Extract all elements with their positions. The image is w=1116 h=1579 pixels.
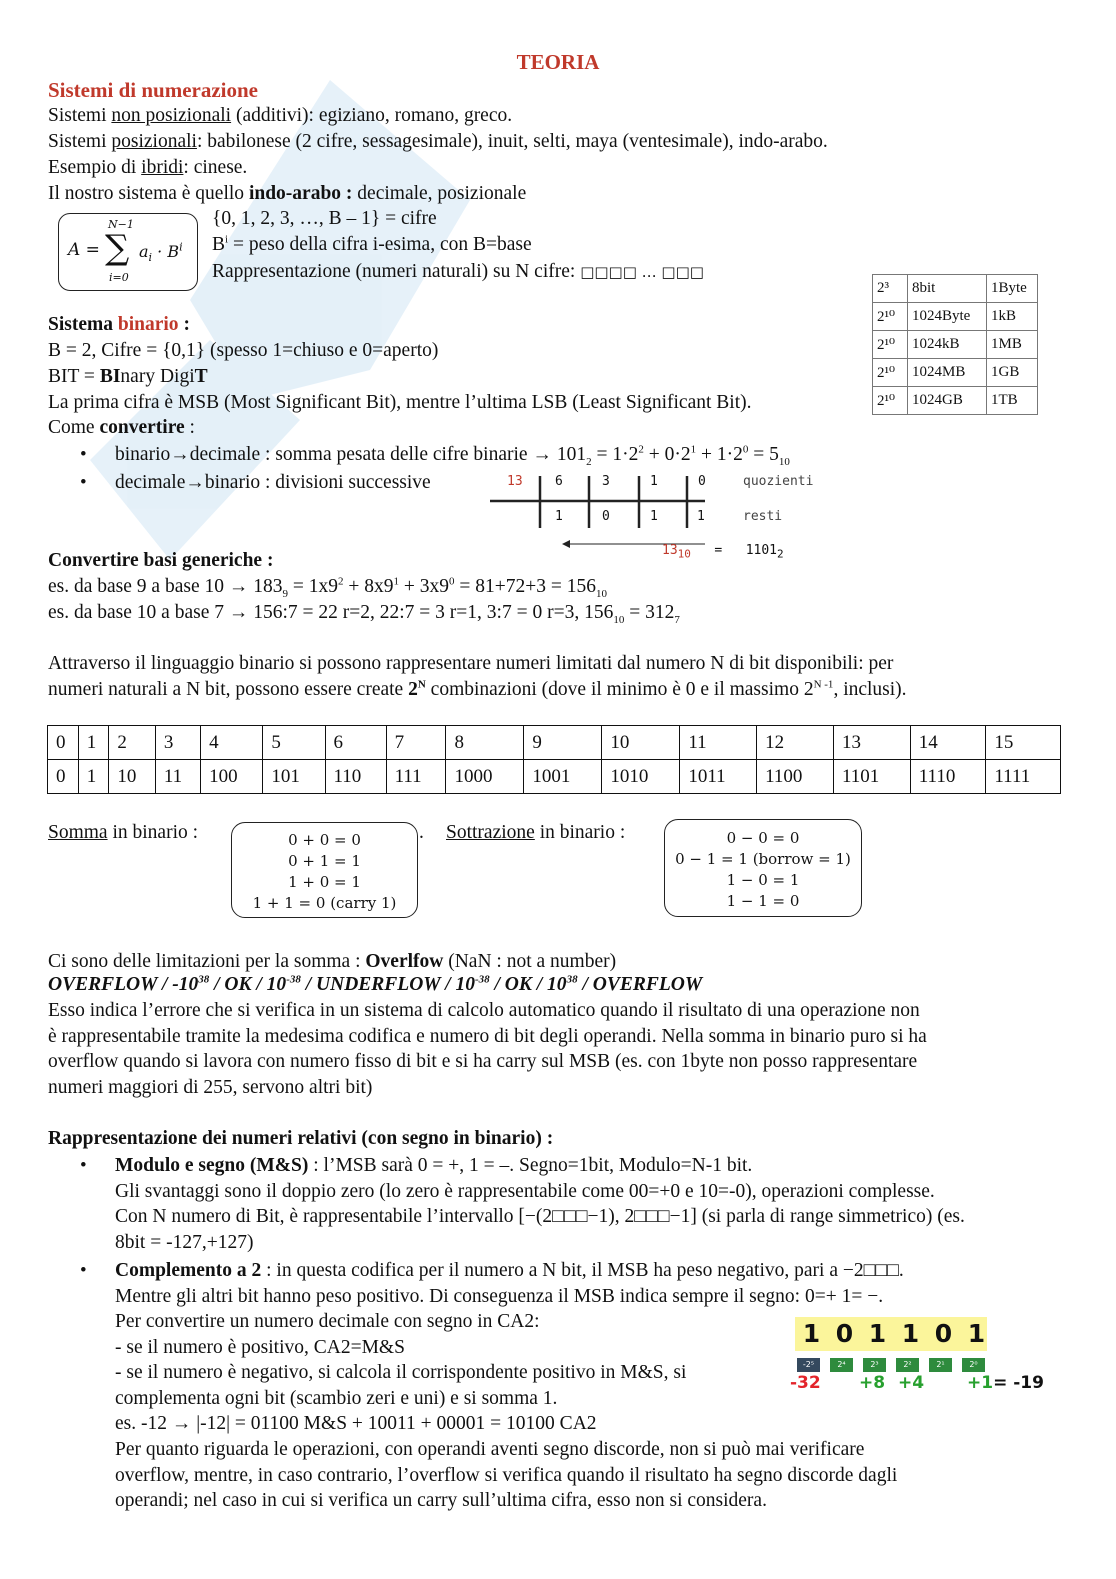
binary-cell: 1101 xyxy=(833,760,910,794)
table-row xyxy=(873,387,1038,415)
ms-line-3: Con N numero di Bit, è rappresentabile l’intervallo [−(2□□□−1), 2□□□−1] (si parla di range simmetrico) (es. xyxy=(115,1206,965,1227)
table-cell: 2¹⁰ xyxy=(873,303,908,331)
label-sottrazione: Sottrazione in binario : xyxy=(446,822,626,843)
bullet-dot: • xyxy=(80,1260,87,1281)
line-indo-arabo: Il nostro sistema è quello indo-arabo : decimale, posizionale xyxy=(48,183,527,204)
decimal-cell: 14 xyxy=(910,726,986,760)
table-cell: 1024kB xyxy=(908,331,987,359)
decimal-cell: 7 xyxy=(386,726,446,760)
decimal-cell: 1 xyxy=(78,726,109,760)
sigma-symbol: ∑ xyxy=(105,228,130,268)
table-row xyxy=(873,331,1038,359)
binary-cell: 101 xyxy=(263,760,325,794)
line-peso: $B^i$ = peso della cifra i-esima, con B=base xyxy=(212,233,532,255)
ms-line-4: 8bit = -127,+127) xyxy=(115,1232,254,1253)
table-cell: 2³ xyxy=(873,275,908,303)
ca2-line-3: Per convertire un numero decimale con segno in CA2: xyxy=(115,1311,540,1332)
bullet-binario-decimale: binario→decimale : somma pesata delle cifre binarie → $101_2 = 1\cdot 2^2 + 0\cdot 2^1 + 1\cdot 2^0 = 5_{10}$ xyxy=(115,443,790,468)
ca2-digit: 0 xyxy=(934,1319,953,1348)
table-row xyxy=(873,303,1038,331)
table-cell: 2¹⁰ xyxy=(873,359,908,387)
remainder: 1 xyxy=(650,509,658,524)
example-base9: es. da base 9 a base $10 \to 183_9 = 1x9^2 + 8x9^1 + 3x9^0 = 81+72+3 = 156_{10}$ xyxy=(48,575,607,600)
ms-line-1: Modulo e segno (M&S) : l’MSB sarà 0 = +, 1 = –. Segno=1bit, Modulo=N-1 bit. xyxy=(115,1155,753,1176)
paragraph-overflow-4: numeri maggiori di 255, servono altri bit) xyxy=(48,1077,373,1098)
paragraph-limits-1: Attraverso il linguaggio binario si possono rappresentare numeri limitati dal numero N di bit disponibili: per xyxy=(48,653,894,674)
sub-rule: 0 − 1 = 1 (borrow = 1) xyxy=(675,850,851,868)
binary-cell: 0 xyxy=(48,760,79,794)
page-title: TEORIA xyxy=(516,50,600,74)
table-row xyxy=(873,275,1038,303)
quozienti-label: quozienti xyxy=(743,474,814,489)
formula-box xyxy=(58,213,198,291)
ms-line-2: Gli svantaggi sono il doppio zero (lo zero è rappresentabile come 00=+0 e 10=-0), operazioni complesse. xyxy=(115,1181,935,1202)
paragraph-overflow-3: overflow quando si lavora con numero fisso di bit e si ha carry sul MSB (es. con 1byte non posso rappresentare xyxy=(48,1051,918,1072)
ca2-weight-tile: 2¹ xyxy=(929,1358,952,1372)
sum-rules-box xyxy=(231,822,418,918)
formula-term: $a_i \cdot B^i$ xyxy=(139,240,183,265)
quotient: 1 xyxy=(650,474,658,489)
table-cell: 1024GB xyxy=(908,387,987,415)
binary-cell: 1010 xyxy=(602,760,680,794)
decimal-cell: 15 xyxy=(986,726,1061,760)
binary-cell: 1000 xyxy=(446,760,524,794)
line-posizionali: Sistemi posizionali: babilonese (2 cifre, sessagesimale), inuit, selti, maya (ventesimale), indo-arabo. xyxy=(48,131,828,152)
ca2-digit: 1 xyxy=(901,1319,920,1348)
binary-cell: 1110 xyxy=(910,760,986,794)
remainder: 1 xyxy=(697,509,705,524)
decimal-cell: 4 xyxy=(201,726,263,760)
ca2-line-8: Per quanto riguarda le operazioni, con operandi aventi segno discorde, non si può mai verificare xyxy=(115,1439,865,1460)
table-cell: 2¹⁰ xyxy=(873,331,908,359)
section-heading-relativi: Rappresentazione dei numeri relativi (con segno in binario) : xyxy=(48,1128,554,1149)
paragraph-overflow-1: Esso indica l’errore che si verifica in un sistema di calcolo automatico quando il risultato di una operazione non xyxy=(48,1000,920,1021)
decimal-cell: 2 xyxy=(109,726,155,760)
quotient: 0 xyxy=(698,474,706,489)
decimal-cell: 8 xyxy=(446,726,524,760)
label-somma: Somma in binario : xyxy=(48,822,199,843)
table-row-binary xyxy=(48,760,1061,794)
remainder: 1 xyxy=(555,509,563,524)
quotient: 3 xyxy=(602,474,610,489)
ca2-line-10: operandi; nel caso in cui si verifica un carry sull’ultima cifra, esso non si considera. xyxy=(115,1490,767,1511)
binary-cell: 1 xyxy=(78,760,109,794)
decimal-cell: 5 xyxy=(263,726,325,760)
ca2-value-8: +8 xyxy=(859,1373,886,1393)
line-bit: BIT = BInary DigiT xyxy=(48,366,208,387)
binary-cell: 1111 xyxy=(986,760,1061,794)
table-cell: 1kB xyxy=(987,303,1038,331)
decimal-cell: 3 xyxy=(155,726,200,760)
binary-cell: 111 xyxy=(386,760,446,794)
line-overflow-ranges: OVERFLOW / $-10^{38}$ / OK / $10^{-38}$ / UNDERFLOW / $10^{-38}$ / OK / $10^{38}$ / OVERFLOW xyxy=(48,973,703,995)
decimal-cell: 11 xyxy=(680,726,757,760)
line-msb-lsb: La prima cifra è MSB (Most Significant Bit), mentre l’ultima LSB (Least Significant Bit). xyxy=(48,392,752,413)
bullet-dot: • xyxy=(80,444,87,465)
paragraph-limits-2: numeri naturali a N bit, possono essere create $2^N$ combinazioni (dove il minimo è 0 e il massimo $2^{N -1}$, inclusi). xyxy=(48,678,907,700)
table-cell: 1MB xyxy=(987,331,1038,359)
sum-rule: 0 + 0 = 0 xyxy=(288,831,361,849)
table-cell: 8bit xyxy=(908,275,987,303)
quotient: 6 xyxy=(555,474,563,489)
ca2-digit: 0 xyxy=(835,1319,854,1348)
binary-cell: 1011 xyxy=(680,760,757,794)
formula-lhs: A = xyxy=(68,240,100,260)
bullet-decimale-binario: decimale→binario : divisioni successive xyxy=(115,472,431,493)
binary-cell: 110 xyxy=(325,760,386,794)
formula-lower-limit: i=0 xyxy=(109,271,129,284)
ca2-line-6: complementa ogni bit (scambio zeri e uni) e si somma 1. xyxy=(115,1388,558,1409)
ca2-line-1: Complemento a 2 : in questa codifica per il numero a N bit, il MSB ha peso negativo, pari a −2□□□. xyxy=(115,1260,904,1281)
table-cell: 2¹⁰ xyxy=(873,387,908,415)
sub-rule: 1 − 1 = 0 xyxy=(726,892,800,910)
table-row-decimal xyxy=(48,726,1061,760)
decimal-cell: 10 xyxy=(602,726,680,760)
line-ibridi: Esempio di ibridi: cinese. xyxy=(48,157,248,178)
sum-rule: 1 + 1 = 0 (carry 1) xyxy=(252,894,397,912)
table-cell: 1TB xyxy=(987,387,1038,415)
units-table xyxy=(872,274,1038,415)
table-cell: 1Byte xyxy=(987,275,1038,303)
section-heading-basi: Convertire basi generiche : xyxy=(48,550,274,571)
ca2-digit: 1 xyxy=(967,1319,986,1348)
table-row xyxy=(873,359,1038,387)
binary-cell: 11 xyxy=(155,760,200,794)
binary-cell: 1100 xyxy=(757,760,834,794)
decimal-cell: 6 xyxy=(325,726,386,760)
ca2-weight-tile: 2⁰ xyxy=(962,1358,985,1372)
binary-cell: 100 xyxy=(201,760,263,794)
ca2-weight-tile: 2³ xyxy=(863,1358,886,1372)
ca2-digit: 1 xyxy=(802,1319,821,1348)
ca2-weight-tile: -2⁵ xyxy=(797,1358,820,1372)
line-overflow-intro: Ci sono delle limitazioni per la somma : Overlfow (NaN : not a number) xyxy=(48,951,617,972)
section-heading-binario: Sistema binario : xyxy=(48,314,190,335)
resti-label: resti xyxy=(743,509,783,524)
ca2-weight-tile: 2⁴ xyxy=(830,1358,853,1372)
bullet-dot: • xyxy=(80,1155,87,1176)
section-heading-numerazione: Sistemi di numerazione xyxy=(48,78,258,102)
decimal-cell: 9 xyxy=(524,726,602,760)
decimal-cell: 12 xyxy=(757,726,834,760)
division-remainders xyxy=(555,509,783,524)
example-base7: es. da base 10 a base 7 → 156:7 = 22 r=2, 22:7 = 3 r=1, 3:7 = 0 r=3, $156_{10} = 312_7$ xyxy=(48,602,680,626)
ca2-line-5: - se il numero è negativo, si calcola il corrispondente positivo in M&S, si xyxy=(115,1362,687,1383)
ca2-example-weights xyxy=(792,1354,990,1372)
sum-rule: 1 + 0 = 1 xyxy=(288,873,361,891)
ca2-value-4: +4 xyxy=(898,1373,925,1393)
ca2-example-digits xyxy=(795,1317,987,1351)
line-non-posizionali: Sistemi non posizionali (additivi): egiziano, romano, greco. xyxy=(48,105,513,126)
ca2-value-1-result: +1= -19 xyxy=(967,1373,1044,1393)
remainder: 0 xyxy=(602,509,610,524)
sub-rule: 1 − 0 = 1 xyxy=(726,871,800,889)
line-base-cifre: B = 2, Cifre = {0,1} (spesso 1=chiuso e 0=aperto) xyxy=(48,340,439,361)
formula-upper-limit: N−1 xyxy=(108,218,134,231)
decimal-binary-table xyxy=(47,725,1061,794)
ca2-line-7: es. -12 → |-12| = 01100 M&S + 10011 + 00001 = 10100 CA2 xyxy=(115,1413,597,1434)
ca2-line-2: Mentre gli altri bit hanno peso positivo. Di conseguenza il MSB indica sempre il segno: 0=+ 1= −. xyxy=(115,1286,884,1307)
ca2-line-4: - se il numero è positivo, CA2=M&S xyxy=(115,1337,405,1358)
sum-rule: 0 + 1 = 1 xyxy=(288,852,361,870)
decimal-cell: 13 xyxy=(833,726,910,760)
ca2-weight-tile: 2² xyxy=(896,1358,919,1372)
division-quotients xyxy=(507,474,814,489)
division-result: $13_{10}$ = $1101_2$ xyxy=(662,543,784,561)
line-cifre: {0, 1, 2, 3, …, B – 1} = cifre xyxy=(212,208,437,229)
quotient: 13 xyxy=(507,474,523,489)
decimal-cell: 0 xyxy=(48,726,79,760)
binary-cell: 10 xyxy=(109,760,155,794)
sub-rules-box xyxy=(664,819,862,917)
period: . xyxy=(419,822,424,843)
paragraph-overflow-2: è rappresentabile tramite la medesima codifica e numero di bit degli operandi. Nella somma in binario puro si ha xyxy=(48,1026,927,1047)
table-cell: 1024MB xyxy=(908,359,987,387)
line-rappresentazione: Rappresentazione (numeri naturali) su N cifre: □□□□ … □□□ xyxy=(212,261,704,282)
ca2-digit: 1 xyxy=(868,1319,887,1348)
bullet-dot: • xyxy=(80,472,87,493)
line-come-convertire: Come convertire : xyxy=(48,417,195,438)
table-cell: 1GB xyxy=(987,359,1038,387)
ca2-value-neg: -32 xyxy=(790,1373,821,1393)
ca2-line-9: overflow, mentre, in caso contrario, l’overflow si verifica quando il risultato ha segno discorde dagli xyxy=(115,1465,898,1486)
sub-rule: 0 − 0 = 0 xyxy=(726,829,800,847)
binary-cell: 1001 xyxy=(524,760,602,794)
table-cell: 1024Byte xyxy=(908,303,987,331)
